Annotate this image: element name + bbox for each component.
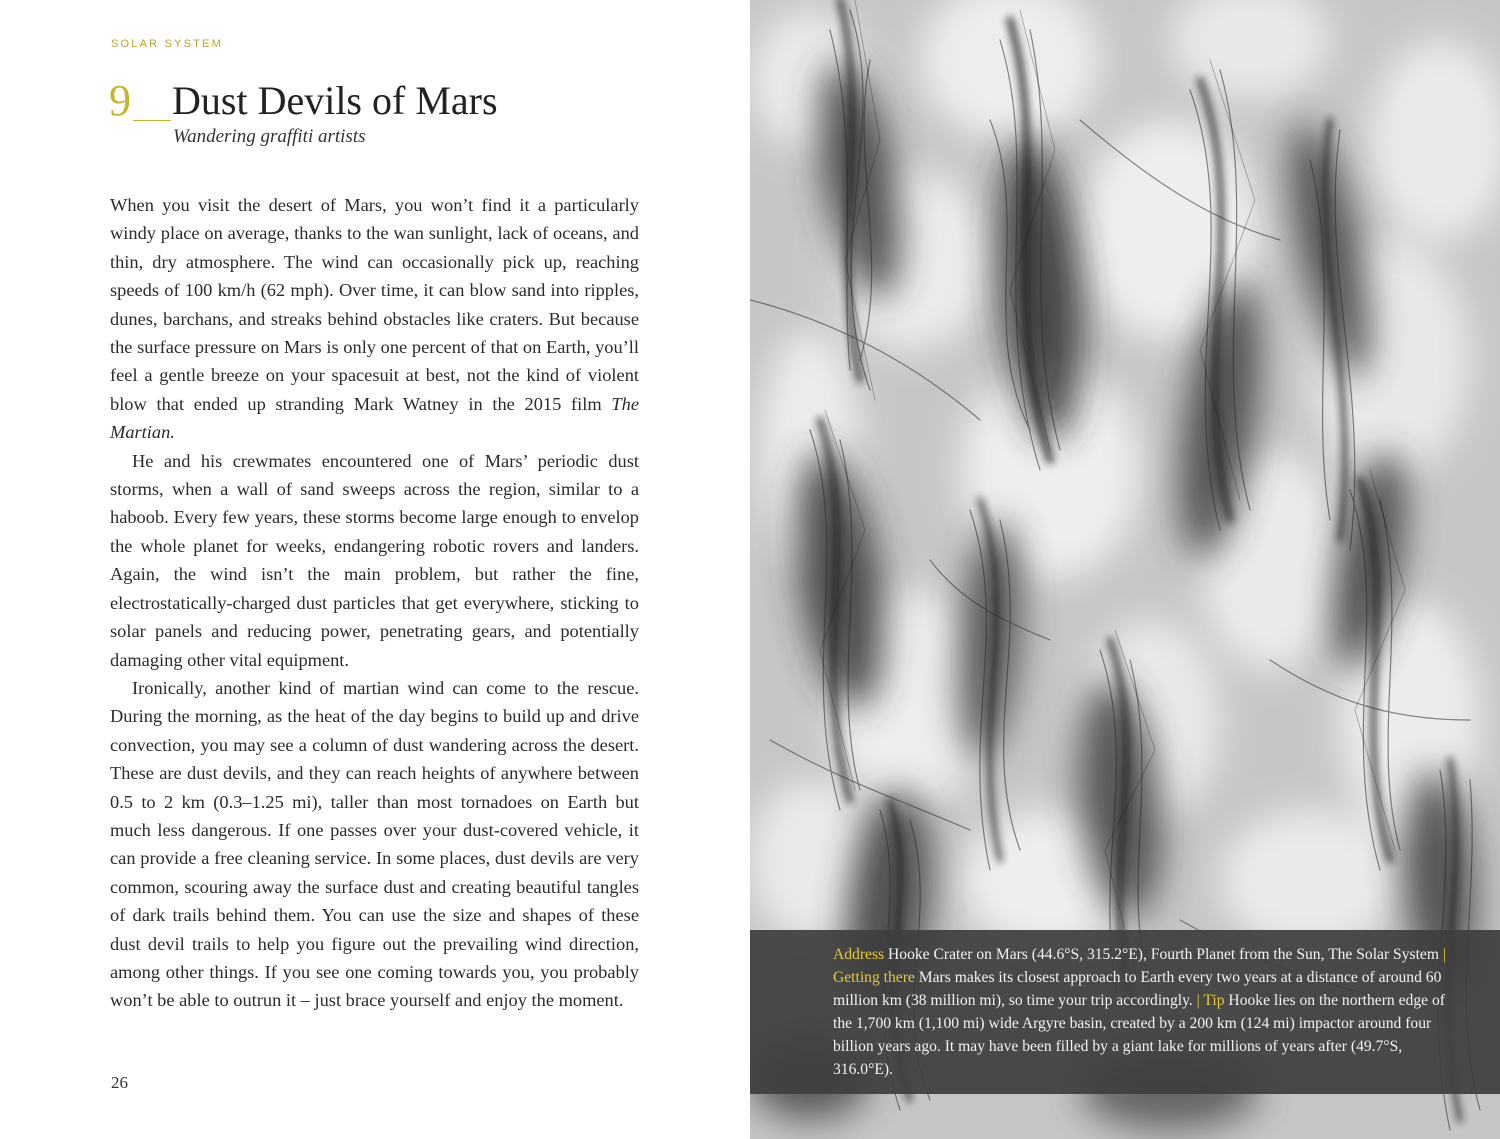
tip-label: Tip: [1199, 992, 1225, 1009]
caption-separator: |: [1196, 992, 1200, 1009]
caption-separator: |: [1442, 946, 1447, 963]
getting-there-text: Mars makes its closest approach to Earth every two years at a distance of around 60 million km (38 million mi), so time your trip accordingly.: [833, 969, 1442, 1009]
paragraph-2: He and his crewmates encountered one of Mars’ periodic dust storms, when a wall of sand sweeps across the region, similar to a haboob. Every few years, these storms become large enough to envelop the whole planet for weeks, endangering robotic rovers and landers. Again, the wind isn’t the main problem, but rather the fine, electrostatically-charged dust particles that get everywhere, sticking to solar panels and reducing power, penetrating gears, and potentially damaging other vital equipment.: [110, 450, 639, 670]
right-page: [750, 0, 1500, 1139]
chapter-title: Dust Devils of Mars: [172, 78, 498, 123]
paragraph-1: [110, 191, 639, 447]
tip-text: Hooke lies on the northern edge of the 1,700 km (1,100 mi) wide Argyre basin, created by a 200 km (124 mi) impactor around four billion years ago. It may have been filled by a giant lake for millions of years after (49.7°S, 316.0°E).: [833, 992, 1445, 1078]
getting-there-label: Getting there: [833, 969, 915, 986]
caption-box: [750, 930, 1500, 1094]
film-title: The Martian.: [110, 393, 639, 443]
chapter-number-underline: [133, 120, 171, 121]
chapter-heading: [109, 74, 709, 130]
paragraph-1-text: When you visit the desert of Mars, you won’t find it a particularly windy place on average, thanks to the wan sunlight, lack of oceans, and thin, dry atmosphere. The wind can occasionally pick up, reaching speeds of 100 km/h (62 mph). Over time, it can blow sand into ripples, dunes, barchans, and streaks behind obstacles like craters. But because the surface pressure on Mars is only one percent of that on Earth, you’ll feel a gentle breeze on your spacesuit at best, not the kind of violent blow that ended up stranding Mark Watney in the 2015 film: [110, 195, 639, 414]
page-number: 26: [111, 1073, 128, 1092]
section-label: SOLAR SYSTEM: [111, 38, 223, 50]
body-text: [110, 191, 639, 1015]
paragraph-3: Ironically, another kind of martian wind can come to the rescue. During the morning, as the heat of the day begins to build up and drive convection, you may see a column of dust wandering across the desert. These are dust devils, and they can reach heights of anywhere between 0.5 to 2 km (0.3–1.25 mi), taller than most tornadoes on Earth but much less dangerous. If one passes over your dust-covered vehicle, it can provide a free cleaning service. In some places, dust devils are very common, scouring away the surface dust and creating beautiful tangles of dark trails behind them. You can use the size and shapes of these dust devil trails to help you figure out the prevailing wind direction, among other things. If you see one coming towards you, you probably won’t be able to outrun it – just brace yourself and enjoy the moment.: [110, 677, 639, 1011]
address-text: Hooke Crater on Mars (44.6°S, 315.2°E), Fourth Planet from the Sun, The Solar System: [884, 946, 1443, 963]
chapter-subtitle: Wandering graffiti artists: [173, 126, 366, 147]
caption-text: [833, 943, 1446, 1081]
address-label: Address: [833, 946, 885, 963]
chapter-number: 9: [109, 76, 131, 125]
